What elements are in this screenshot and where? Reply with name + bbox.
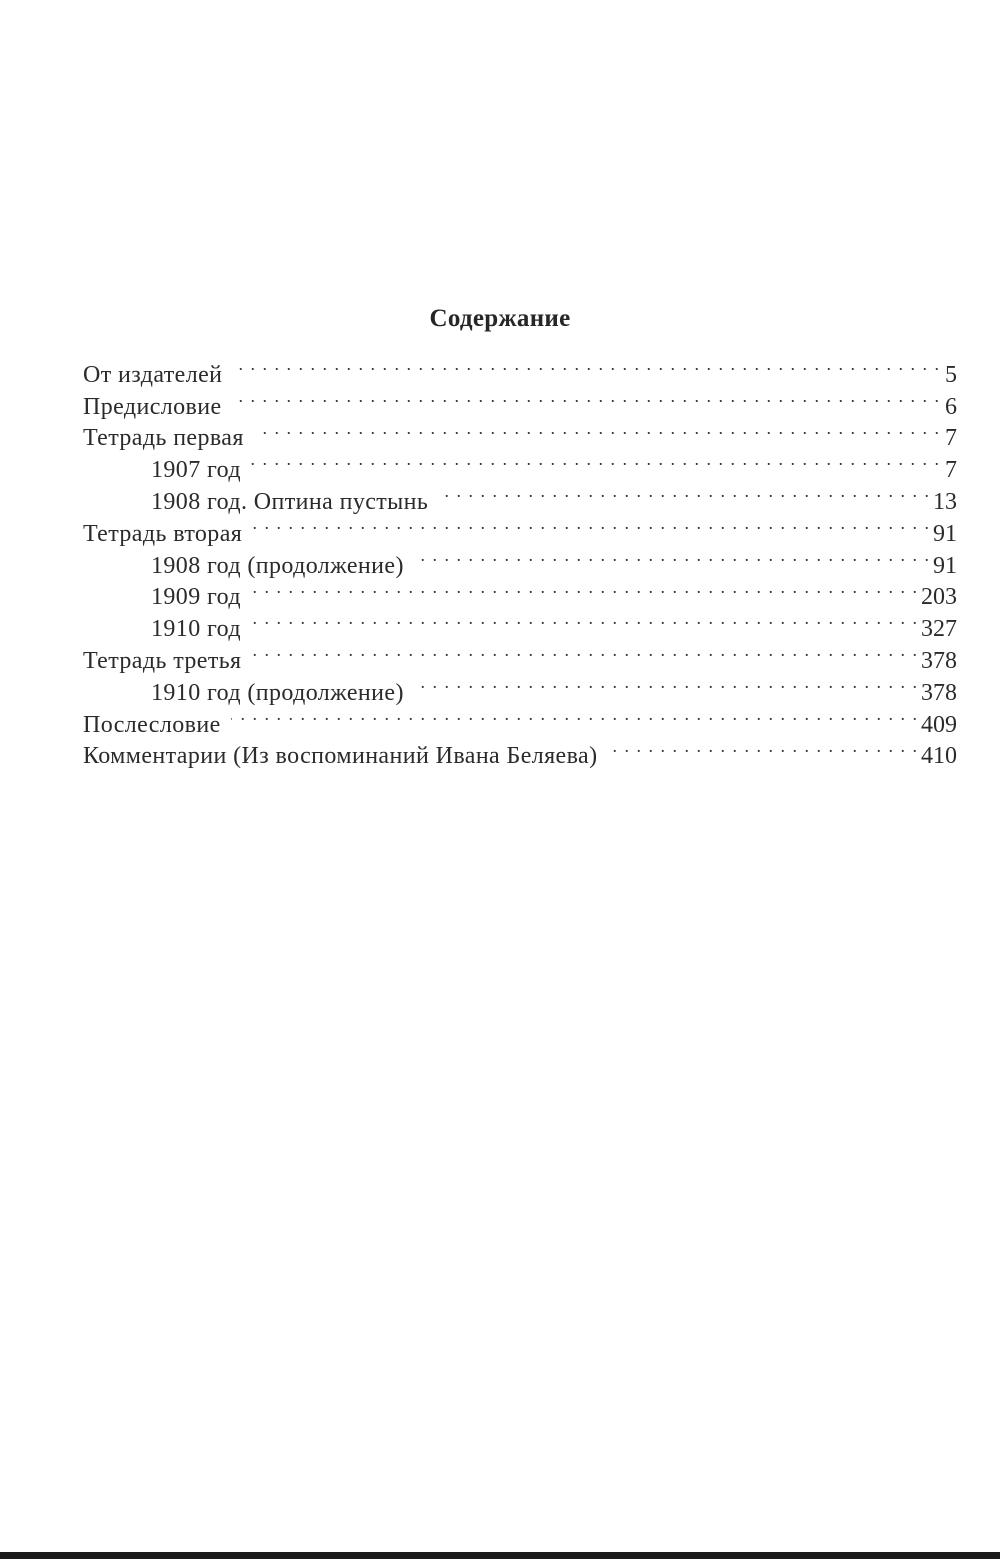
toc-entry-page: 378 xyxy=(921,679,957,706)
dot-leader xyxy=(414,667,917,699)
dot-leader xyxy=(607,731,917,763)
page-title: Содержание xyxy=(429,304,571,332)
toc-entry-label: Предисловие xyxy=(83,393,222,420)
toc-entry-label: 1910 год (продолжение) xyxy=(151,679,404,706)
dot-leader xyxy=(252,508,929,540)
toc-entry-page: 327 xyxy=(921,616,957,643)
toc-entry-label: Комментарии (Из воспоминаний Ивана Беляева) xyxy=(83,743,598,770)
toc-entry-page: 410 xyxy=(921,743,957,770)
toc-entry-page: 7 xyxy=(945,425,957,452)
dot-leader xyxy=(231,699,917,731)
toc-entry-page: 203 xyxy=(921,584,957,611)
toc-entry-label: 1908 год. Оптина пустынь xyxy=(151,488,429,515)
toc-entry-page: 91 xyxy=(933,520,957,547)
toc-entry-label: Тетрадь первая xyxy=(83,425,244,452)
toc-entry-label: Тетрадь третья xyxy=(83,647,242,674)
dot-leader xyxy=(251,444,939,476)
toc-entry-page: 378 xyxy=(921,647,957,674)
dot-leader xyxy=(438,476,929,508)
toc-entry-label: 1909 год xyxy=(151,584,241,611)
dot-leader xyxy=(232,349,939,381)
dot-leader xyxy=(251,603,917,635)
toc-entry-label: Тетрадь вторая xyxy=(83,520,243,547)
toc-entry-label: 1907 год xyxy=(151,457,241,484)
toc-entry-page: 7 xyxy=(945,457,957,484)
dot-leader xyxy=(252,635,918,667)
toc-entry-page: 13 xyxy=(933,488,957,515)
toc-entry-page: 409 xyxy=(921,711,957,738)
toc-entry-publishers xyxy=(83,350,957,388)
toc-entry-page: 5 xyxy=(945,361,957,388)
toc-entry-label: 1908 год (продолжение) xyxy=(151,552,404,579)
dot-leader xyxy=(251,572,917,604)
dot-leader xyxy=(254,413,939,445)
dot-leader xyxy=(232,381,939,413)
toc-entry-label: Послесловие xyxy=(83,711,221,738)
table-of-contents xyxy=(83,350,957,770)
toc-entry-page: 6 xyxy=(945,393,957,420)
toc-entry-label: От издателей xyxy=(83,361,223,388)
dot-leader xyxy=(414,540,929,572)
toc-entry-label: 1910 год xyxy=(151,616,241,643)
toc-entry-page: 91 xyxy=(933,552,957,579)
page-bottom-edge xyxy=(0,1552,1000,1559)
